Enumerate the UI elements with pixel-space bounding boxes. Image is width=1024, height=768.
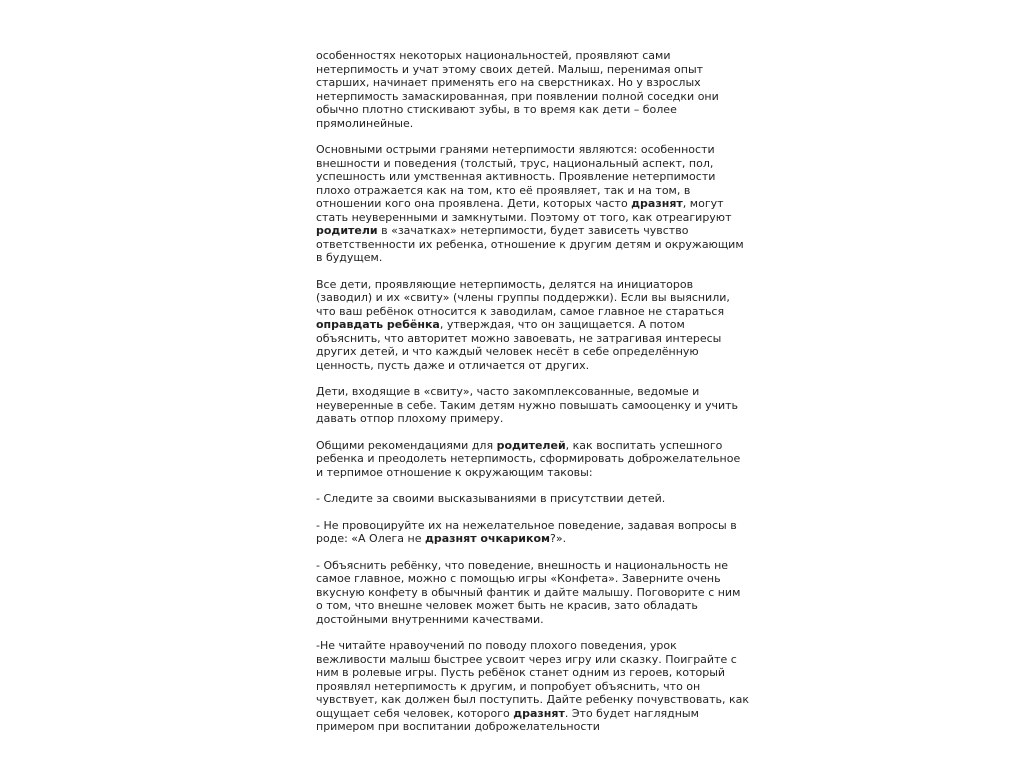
bold-text-run: дразнят очкариком	[424, 532, 551, 545]
paragraph	[316, 385, 749, 426]
paragraph	[316, 639, 749, 734]
text-run: - Следите за своими высказываниями в присутствии детей.	[316, 492, 666, 505]
paragraph	[316, 278, 749, 373]
bold-text-run: родители	[316, 224, 378, 237]
paragraph	[316, 49, 749, 130]
bold-text-run: родителей	[496, 438, 566, 452]
bold-text-run: оправдать ребёнка	[316, 318, 440, 331]
text-run: особенностях некоторых национальностей, проявляют сами нетерпимость и учат этому своих детей. Малыш, перенимая опыт старших, начинает применять его на сверстниках. Но у взрослых нетерпимость замаскированная, при появлении полной соседки они обычно плотно стискивают зубы, в то время как дети – более прямолинейные.	[316, 49, 719, 130]
paragraph	[316, 492, 749, 506]
text-run: Дети, входящие в «свиту», часто закомплексованные, ведомые и неуверенные в себе. Таким детям нужно повышать самооценку и учить давать отпор плохому примеру.	[316, 385, 739, 425]
paragraph	[316, 439, 749, 480]
paragraph	[316, 143, 749, 265]
paragraph	[316, 519, 749, 546]
text-run: ?».	[550, 532, 567, 545]
text-run: - Не провоцируйте их на нежелательное поведение, задавая вопросы в роде: «А Олега не	[316, 518, 737, 545]
text-run: - Объяснить ребёнку, что поведение, внешность и национальность не самое главное, можно с помощью игры «Конфета». Заверните очень вкусную конфету в обычный фантик и дайте малышу. Поговорите с ним о том, что внешне человек может быть не красив, зато обладать достойными внутренними качествами.	[316, 558, 741, 626]
paragraph	[316, 559, 749, 627]
text-run: Все дети, проявляющие нетерпимость, делятся на инициаторов (заводил) и их «свиту» (члены группы поддержки). Если вы выяснили, что ваш ребёнок относится к заводилам, самое главное не стараться	[316, 277, 730, 318]
text-run: Общими рекомендациями для	[316, 438, 497, 452]
text-run: -Не читайте нравоучений по поводу плохого поведения, урок вежливости малыш быстрее усвоит через игру или сказку. Поиграйте с ним в ролевые игры. Пусть ребёнок станет одним из героев, который проявлял нетерпимость к другим, и попробует объяснить, что он чувствует, как должен был поступить. Дайте ребенку почувствовать, как ощущает себя человек, которого	[316, 639, 749, 720]
text-run: Основными острыми гранями нетерпимости являются: особенности внешности и поведения (толстый, трус, национальный аспект, пол, успешность или умственная активность. Проявление нетерпимости плохо отражается как на том, кто её проявляет, так и на том, в отношении кого она проявлена. Дети, которых часто	[316, 143, 716, 210]
bold-text-run: дразнят	[513, 706, 565, 720]
text-run: , как воспитать успешного ребенка и преодолеть нетерпимость, сформировать доброжелательное и терпимое отношение к окружающим таковы:	[316, 438, 741, 479]
text-run: , утверждая, что он защищается. А потом объяснить, что авторитет можно завоевать, не затрагивая интересы других детей, и что каждый человек несёт в себе определённую ценность, пусть даже и отличается от других.	[316, 318, 722, 372]
text-run: , могут стать неуверенными и замкнутыми. Поэтому от того, как отреагируют	[316, 197, 732, 224]
text-run: в «зачатках» нетерпимости, будет зависеть чувство ответственности их ребенка, отношение к другим детям и окружающим в будущем.	[316, 224, 744, 264]
text-run: . Это будет наглядным примером при воспитании доброжелательности	[316, 706, 699, 733]
bold-text-run: дразнят	[631, 197, 683, 210]
document-body	[316, 49, 749, 734]
